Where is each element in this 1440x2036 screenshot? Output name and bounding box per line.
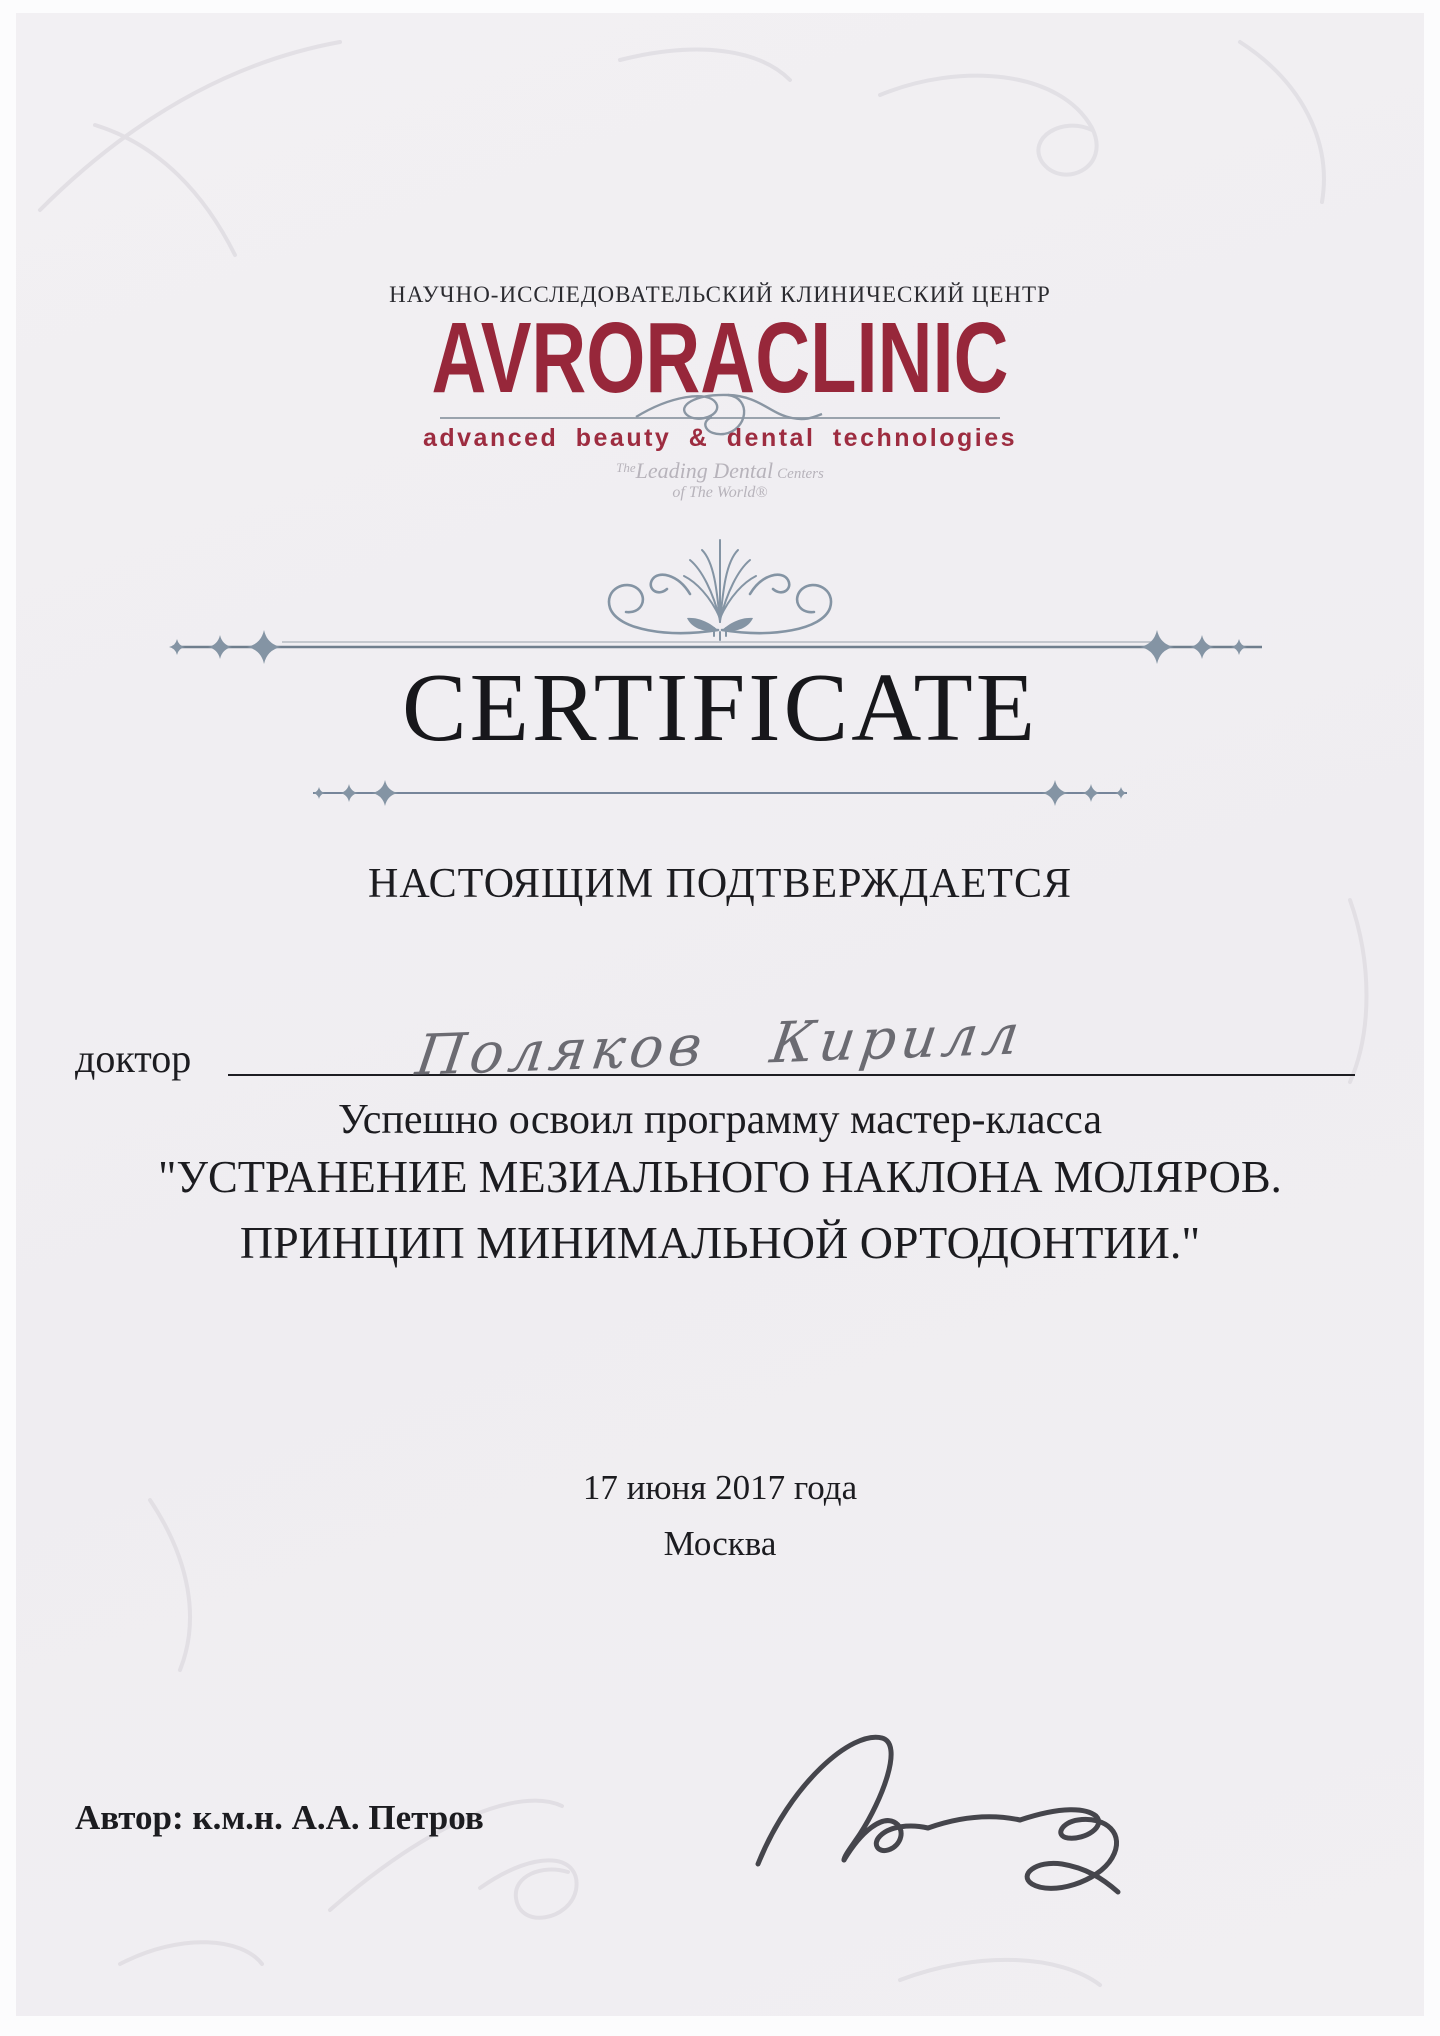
confirmation-statement: НАСТОЯЩИМ ПОДТВЕРЖДАЕТСЯ	[368, 861, 1072, 907]
event-date: 17 июня 2017 года	[582, 1468, 858, 1507]
leading-dental-centers-mark	[0, 458, 1440, 522]
mark-of-the: of The	[672, 484, 713, 501]
signature-script	[730, 1712, 1150, 1902]
divider-bottom	[305, 775, 1135, 811]
certificate-title: CERTIFICATE	[401, 654, 1039, 761]
mark-leading-dental: Leading Dental	[635, 458, 774, 483]
mark-row-2	[0, 484, 1440, 501]
doctor-label: доктор	[75, 1036, 192, 1081]
course-intro-line: Успешно освоил программу мастер-класса	[338, 1097, 1102, 1143]
course-title-line-1: "УСТРАНЕНИЕ МЕЗИАЛЬНОГО НАКЛОНА МОЛЯРОВ.	[158, 1151, 1282, 1202]
course-title-line-2: ПРИНЦИП МИНИМАЛЬНОЙ ОРТОДОНТИИ."	[239, 1217, 1201, 1268]
recipient-block	[0, 994, 1440, 1089]
clinic-tagline: advanced beauty & dental technologies	[422, 424, 1018, 452]
handwritten-recipient-name: Поляков Кирилл	[411, 1002, 1029, 1089]
mark-row-1	[0, 458, 1440, 484]
mark-the: The	[616, 460, 636, 475]
author-line: Автор: к.м.н. А.А. Петров	[75, 1798, 484, 1837]
event-city: Москва	[663, 1524, 777, 1563]
clinic-brand-logo: AVRORACLINIC	[431, 302, 1009, 414]
mark-world: World®	[716, 484, 768, 501]
mark-centers: Centers	[777, 466, 824, 482]
clinic-subtitle: НАУЧНО-ИССЛЕДОВАТЕЛЬСКИЙ КЛИНИЧЕСКИЙ ЦЕНТР	[389, 282, 1051, 307]
